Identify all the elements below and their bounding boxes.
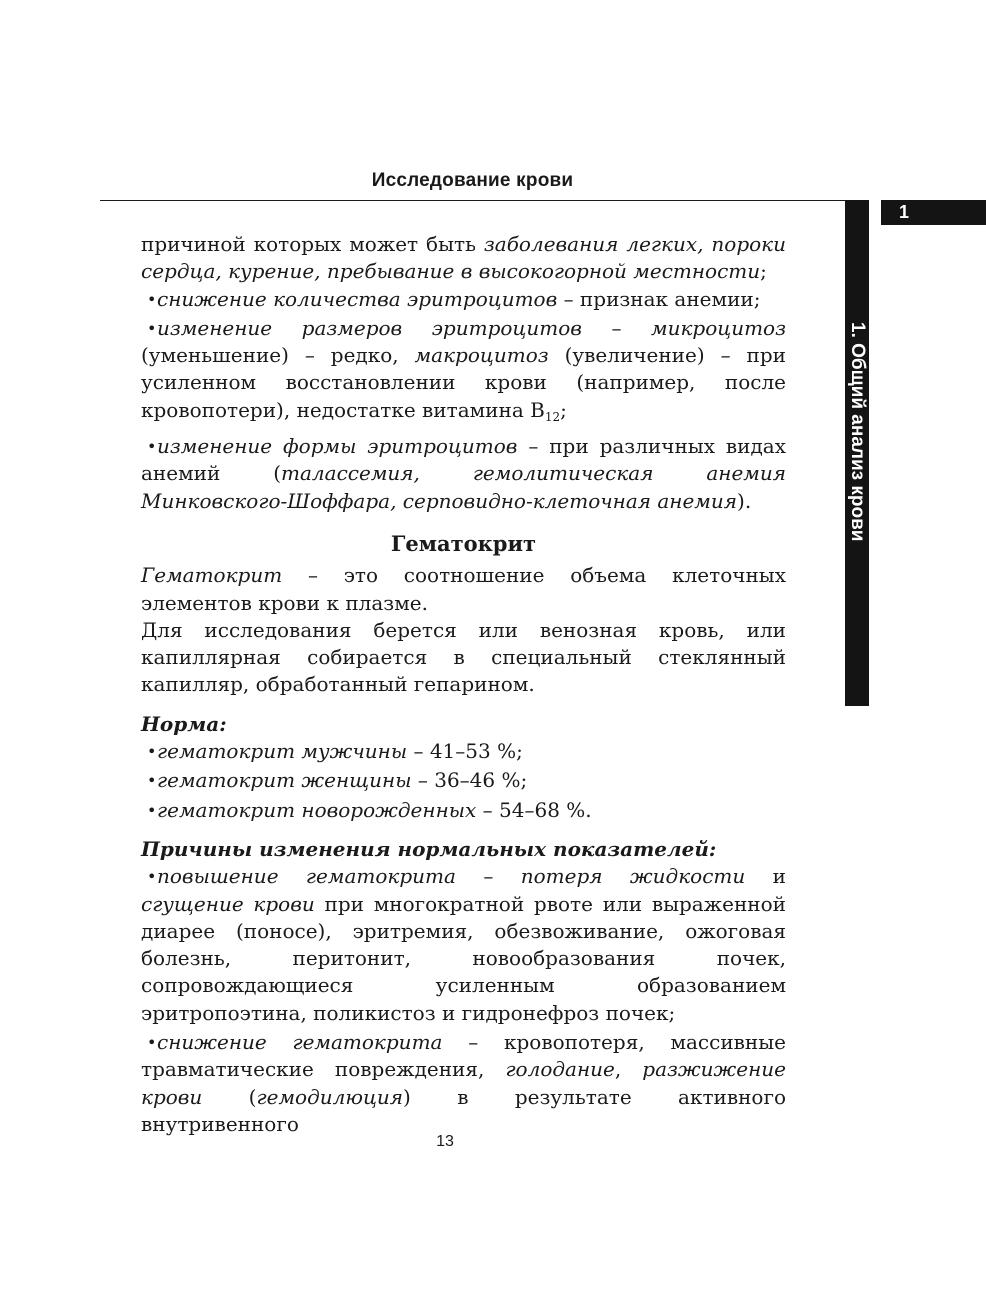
method-paragraph: Для исследования берется или венозная кровь, или капиллярная собирается в специальный стеклянный капилляр, обработанный гепарином.	[141, 617, 786, 697]
running-title: Исследование крови	[371, 170, 574, 191]
causes-list	[141, 863, 786, 1138]
definition-paragraph: Гематокрит – это соотношение объема клеточных элементов крови к плазме.	[141, 563, 786, 615]
norm-heading: Норма:	[141, 711, 227, 736]
list-item: • изменение формы эритроцитов – при различных видах анемий (талассемия, гемолитическая анемия Минковского-Шоффара, серповидно-клеточная анемия).	[141, 433, 786, 515]
list-item: • повышение гематокрита – потеря жидкости и сгущение крови при многократной рвоте или выраженной диарее (поносе), эритремия, обезвоживание, ожоговая болезнь, перитонит, новообразования почек, сопровождающиеся усиленным образованием эритропоэтина, поликистоз и гидронефроз почек;	[141, 863, 786, 1027]
list-item: • гематокрит новорожденных – 54–68 %.	[141, 797, 786, 824]
header-rule	[100, 200, 845, 201]
list-item: • снижение гематокрита – кровопотеря, массивные травматические повреждения, голодание, разжижение крови (гемодилюция) в результате активного внутривенного	[141, 1029, 786, 1138]
list-item: • гематокрит женщины – 36–46 %;	[141, 767, 786, 794]
page-number: 13	[436, 1133, 454, 1150]
erythrocyte-list	[141, 286, 786, 515]
page-body	[141, 231, 786, 1140]
list-item: • гематокрит мужчины – 41–53 %;	[141, 738, 786, 765]
chapter-number-tab: 1	[881, 200, 986, 225]
norm-list	[141, 738, 786, 824]
chapter-side-title: 1. Общий анализ крови	[847, 322, 868, 542]
causes-heading: Причины изменения нормальных показателей:	[141, 836, 717, 861]
list-item: • снижение количества эритроцитов – признак анемии;	[141, 286, 786, 313]
list-item: • изменение размеров эритроцитов – микроцитоз (уменьшение) – редко, макроцитоз (увеличение) – при усиленном восстановлении крови (например, после кровопотери), недостатке витамина $B_{12}$;	[141, 315, 786, 431]
section-heading-hematocrit: Гематокрит	[390, 530, 537, 556]
intro-paragraph: причиной которых может быть заболевания легких, пороки сердца, курение, пребывание в высокогорной местности;	[141, 232, 786, 284]
